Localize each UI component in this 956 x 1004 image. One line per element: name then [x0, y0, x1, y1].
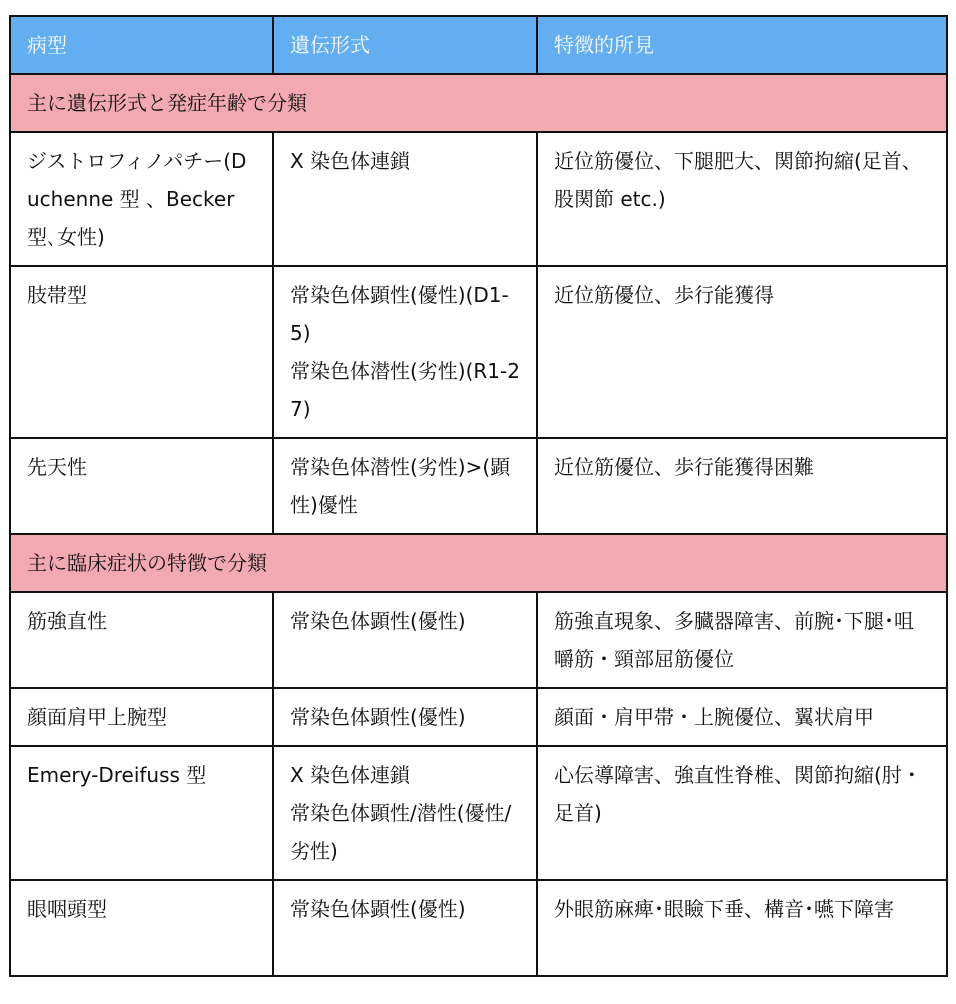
- muscular-dystrophy-table-container: [9, 15, 946, 977]
- cell-inheritance: 常染色体潜性(劣性)>(顕性)優性: [273, 438, 537, 534]
- table-row: [10, 132, 947, 266]
- cell-inheritance: 常染色体顕性(優性): [273, 592, 537, 688]
- cell-type: Emery-Dreifuss 型: [10, 746, 273, 880]
- table-row: [10, 592, 947, 688]
- cell-findings: 近位筋優位、下腿肥大、関節拘縮(足首、股関節 etc.): [537, 132, 947, 266]
- cell-type: 眼咽頭型: [10, 880, 273, 976]
- table-row: [10, 880, 947, 976]
- table-row: [10, 746, 947, 880]
- cell-findings: 顔面・肩甲帯・上腕優位、翼状肩甲: [537, 688, 947, 746]
- header-row: [10, 16, 947, 74]
- muscular-dystrophy-table: [9, 15, 948, 977]
- cell-type: 先天性: [10, 438, 273, 534]
- table-header: [10, 16, 947, 74]
- cell-type: ジストロフィノパチー(Duchenne 型 、Becker 型､女性): [10, 132, 273, 266]
- cell-inheritance: X 染色体連鎖 常染色体顕性/潜性(優性/劣性): [273, 746, 537, 880]
- header-type: 病型: [10, 16, 273, 74]
- cell-type: 肢帯型: [10, 266, 273, 438]
- cell-inheritance: X 染色体連鎖: [273, 132, 537, 266]
- table-row: [10, 266, 947, 438]
- header-findings: 特徴的所見: [537, 16, 947, 74]
- cell-findings: 外眼筋麻痺･眼瞼下垂、構音･嚥下障害: [537, 880, 947, 976]
- section-title: 主に臨床症状の特徴で分類: [10, 534, 947, 592]
- cell-inheritance: 常染色体顕性(優性): [273, 688, 537, 746]
- cell-findings: 心伝導障害、強直性脊椎、関節拘縮(肘・足首): [537, 746, 947, 880]
- cell-type: 顔面肩甲上腕型: [10, 688, 273, 746]
- table-row: [10, 688, 947, 746]
- cell-inheritance: 常染色体顕性(優性)(D1-5) 常染色体潜性(劣性)(R1-27): [273, 266, 537, 438]
- table-body: [10, 74, 947, 976]
- cell-inheritance: 常染色体顕性(優性): [273, 880, 537, 976]
- cell-findings: 近位筋優位、歩行能獲得: [537, 266, 947, 438]
- section-row-clinical-features: [10, 534, 947, 592]
- header-inheritance: 遺伝形式: [273, 16, 537, 74]
- section-row-inheritance-onset: [10, 74, 947, 132]
- cell-findings: 近位筋優位、歩行能獲得困難: [537, 438, 947, 534]
- table-row: [10, 438, 947, 534]
- section-title: 主に遺伝形式と発症年齢で分類: [10, 74, 947, 132]
- cell-type: 筋強直性: [10, 592, 273, 688]
- cell-findings: 筋強直現象、多臓器障害、前腕･下腿･咀嚼筋・頸部屈筋優位: [537, 592, 947, 688]
